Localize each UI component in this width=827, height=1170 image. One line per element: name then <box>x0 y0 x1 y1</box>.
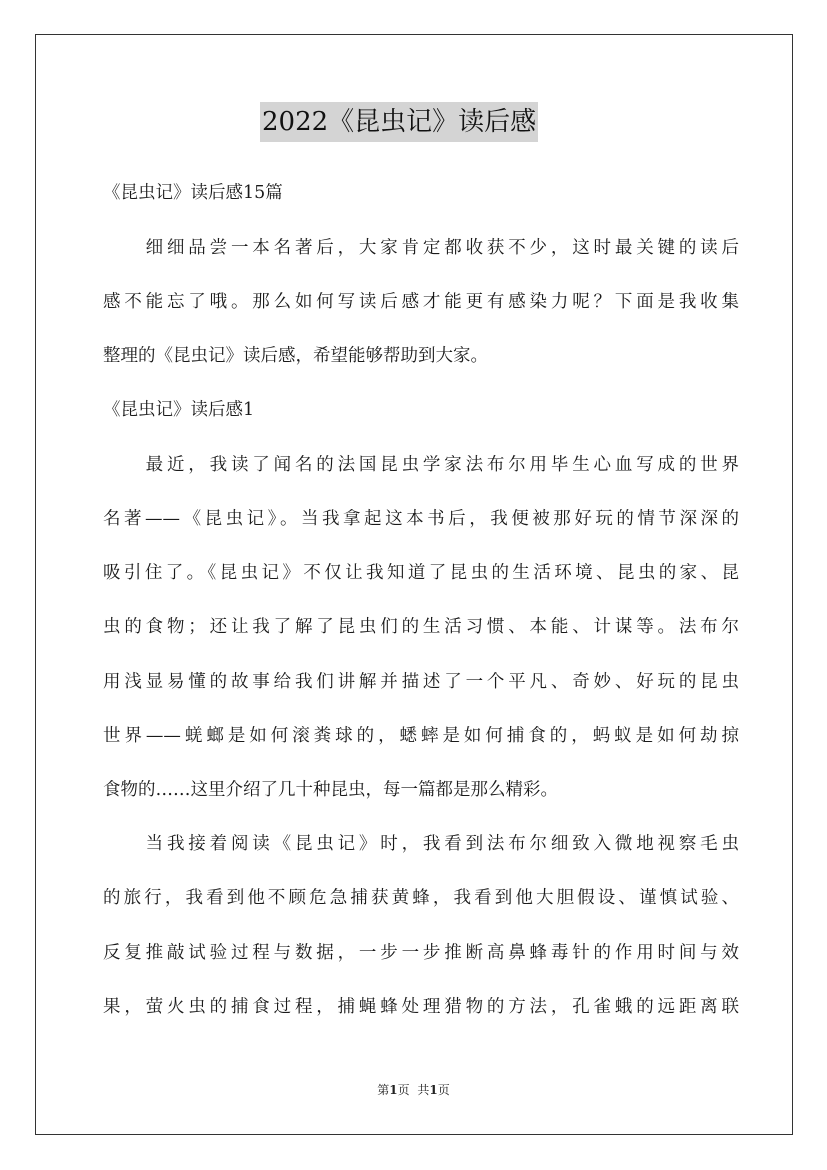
section-heading: 《昆虫记》读后感1 <box>103 400 255 420</box>
paragraph-line: 当我接着阅读《昆虫记》时，我看到法布尔细致入微地视察毛虫 <box>103 834 739 854</box>
page-number: 1 <box>389 1083 398 1097</box>
paragraph-line: 果，萤火虫的捕食过程，捕蝇蜂处理猎物的方法，孔雀蛾的远距离联 <box>103 997 739 1017</box>
total-prefix: 共 <box>417 1083 430 1097</box>
paragraph-line: 的旅行，我看到他不顾危急捕获黄蜂，我看到他大胆假设、谨慎试验、 <box>103 888 739 908</box>
paragraph-line: 反复推敲试验过程与数据，一步一步推断高鼻蜂毒针的作用时间与效 <box>103 943 739 963</box>
page-prefix: 第 <box>377 1083 390 1097</box>
paragraph-line: 食物的……这里介绍了几十种昆虫，每一篇都是那么精彩。 <box>103 780 558 800</box>
paragraph-line: 整理的《昆虫记》读后感，希望能够帮助到大家。 <box>103 346 488 366</box>
total-suffix: 页 <box>437 1083 450 1097</box>
paragraph-line: 世界——蜣螂是如何滚粪球的，蟋蟀是如何捕食的，蚂蚁是如何劫掠 <box>103 726 739 746</box>
paragraph-line: 用浅显易懂的故事给我们讲解并描述了一个平凡、奇妙、好玩的昆虫 <box>103 672 739 692</box>
paragraph-line: 感不能忘了哦。那么如何写读后感才能更有感染力呢？下面是我收集 <box>103 292 739 312</box>
paragraph-line: 最近，我读了闻名的法国昆虫学家法布尔用毕生心血写成的世界 <box>103 455 739 475</box>
subtitle-line: 《昆虫记》读后感15篇 <box>103 183 283 203</box>
page-footer <box>0 1082 827 1098</box>
total-pages: 1 <box>429 1083 438 1097</box>
paragraph-line: 细细品尝一本名著后，大家肯定都收获不少，这时最关键的读后 <box>103 238 739 258</box>
document-title: 2022《昆虫记》读后感 <box>260 102 538 142</box>
page-suffix: 页 <box>397 1083 410 1097</box>
paragraph-line: 虫的食物；还让我了解了昆虫们的生活习惯、本能、计谋等。法布尔 <box>103 617 739 637</box>
paragraph-line: 名著——《昆虫记》。当我拿起这本书后，我便被那好玩的情节深深的 <box>103 509 739 529</box>
paragraph-line: 吸引住了。《昆虫记》不仅让我知道了昆虫的生活环境、昆虫的家、昆 <box>103 563 739 583</box>
